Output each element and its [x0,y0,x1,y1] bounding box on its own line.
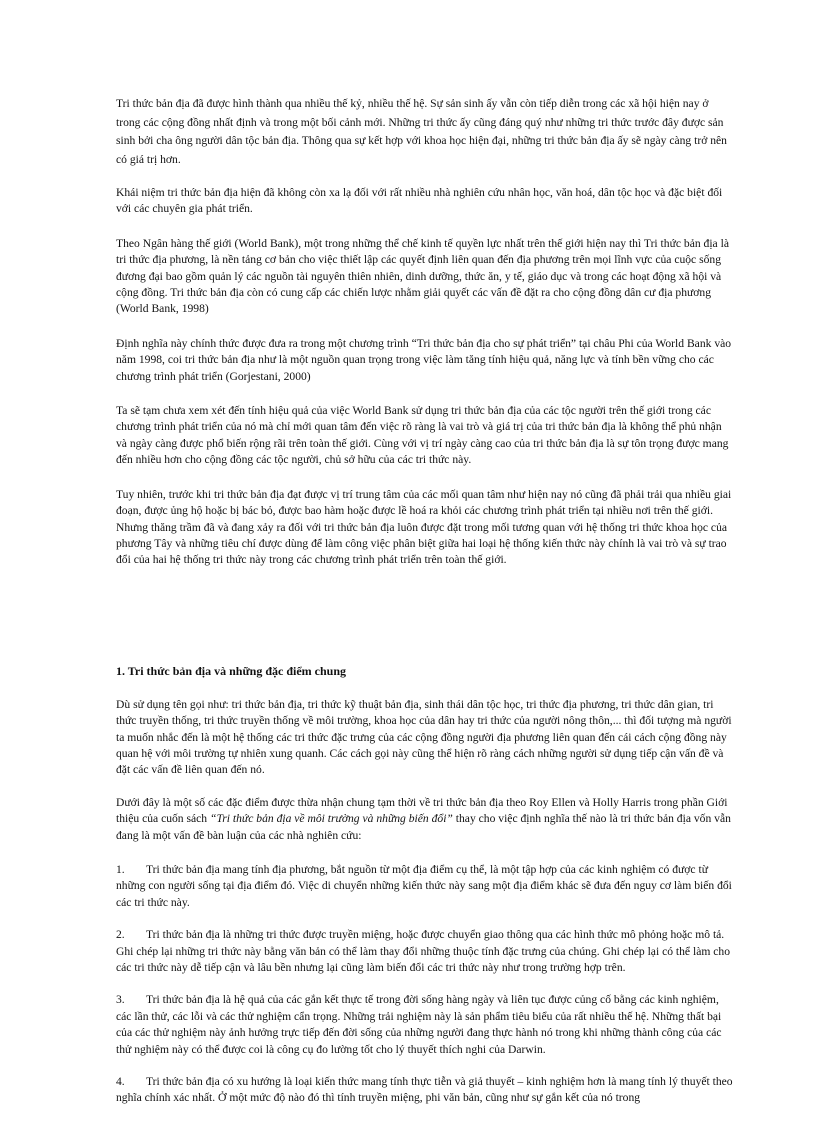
definition-paragraph: Định nghĩa này chính thức được đưa ra trong một chương trình “Tri thức bản địa cho sự phát triển” tại châu Phi của World Bank vào năm 1998, coi tri thức bản địa như là một nguồn quan trọng trong việc làm tăng tính hiệu quả, năng lực và tính bền vững cho các chương trình phát triển (Gorjestani, 2000) [116,336,732,383]
ellen-text-before: Dưới đây là một số các đặc điểm được thừa nhận chung tạm thời về tri thức bản địa theo Roy Ellen và Holly Harris trong phần Giới thiệu của cuốn sách [116,795,728,826]
concept-paragraph: Khái niệm tri thức bản địa hiện đã không còn xa lạ đối với rất nhiều nhà nghiên cứu nhân học, văn hoá, dân tộc học và đặc biệt đối với các chuyên gia phát triển. [116,186,723,216]
ellen-text-after: thay cho việc định nghĩa thế nào là tri thức bản địa vốn vẫn đang là một vấn đề bàn luận của các nhà nghiên cứu: [116,812,731,842]
book-title: “Tri thức bản địa về môi trường và những biến đổi” [210,812,453,826]
list-item-text: Tri thức bản địa có xu hướng là loại kiến thức mang tính thực tiễn và giả thuyết – kinh nghiệm hơn là mang tính lý thuyết theo nghĩa chính xác nhất. Ở một mức độ nào đó thì tính truyền miệng, phi văn bản, cũng như sự gắn kết của nó trong [116,1075,733,1105]
list-item-text: Tri thức bản địa mang tính địa phương, bắt nguồn từ một địa điểm cụ thể, là một tập hợp của các kinh nghiệm có được từ những con người sống tại địa điểm đó. Việc di chuyển những kiến thức này sang một địa điểm khác sẽ đưa đến nguy cơ làm biến đổi các tri thức này. [116,862,732,909]
blank-space [116,587,734,663]
list-item-number: 4. [116,1075,125,1089]
list-item-text: Tri thức bản địa là những tri thức được truyền miệng, hoặc được chuyển giao thông qua các hình thức mô phỏng hoặc mô tả. Ghi chép lại những tri thức này bằng văn bản có thể làm thay đổi những thuộc tính đặc trưng của chúng. Ghi chép lại có thể làm cho các tri thức này dễ tiếp cận và lâu bền nhưng lại cũng làm biến đổi các tri thức này như trong trường hợp trên. [116,928,730,974]
document-page [116,95,734,1123]
ellen-harris-paragraph [116,795,734,844]
evaluation-paragraph: Ta sẽ tạm chưa xem xét đến tính hiệu quả của việc World Bank sử dụng tri thức bản địa của các tộc người trên thế giới trong các chương trình phát triển của nó mà chỉ mới quan tâm đến việc rõ ràng là vai trò và giá trị của tri thức bản địa là không thể phủ nhận và ngày càng được phổ biến rộng rãi trên toàn thế giới. Cùng với vị trí ngày càng cao của tri thức bản địa là sự tôn trọng được mang đến nhiều hơn cho cộng đồng các tộc người, chủ sở hữu của các tri thức này. [116,404,729,467]
list-item-number: 1. [116,862,125,876]
list-item [116,992,734,1058]
list-item [116,927,734,976]
list-item [116,862,734,911]
list-item-text: Tri thức bản địa là hệ quả của các gắn kết thực tế trong đời sống hàng ngày và liên tục được củng cố bằng các kinh nghiệm, các lần thử, các lỗi và các thử nghiệm cẩn trọng. Những trải nghiệm này là sản phẩm tiêu biểu của rất nhiều thế hệ. Những thất bại của các thử nghiệm này ảnh hưởng trực tiếp đến đời sống của những người đang thực hành nó trong khi những thành công của các thử nghiệm này có thể được coi là công cụ đo lường tốt cho lý thuyết thích nghi của Darwin. [116,993,722,1056]
list-item [116,1074,734,1107]
section-heading: 1. Tri thức bản địa và những đặc điểm chung [116,663,347,678]
world-bank-paragraph: Theo Ngân hàng thế giới (World Bank), một trong những thể chế kinh tế quyền lực nhất trên thế giới hiện nay thì Tri thức bản địa là tri thức địa phương, là nền tảng cơ bản cho việc thiết lập các quyết định liên quan đến địa phương trên mọi lĩnh vực của cuộc sống đương đại bao gồm quản lý các nguồn tài nguyên thiên nhiên, dinh dưỡng, thức ăn, y tế, giáo dục và trong các hoạt động xã hội và cộng đồng. Tri thức bản địa còn có cung cấp các chiến lược nhằm giải quyết các vấn đề đặt ra cho cộng đồng dân cư địa phương (World Bank, 1998) [116,236,729,316]
list-item-number: 2. [116,928,125,942]
intro-paragraph: Tri thức bản địa đã được hình thành qua nhiều thế kỷ, nhiều thế hệ. Sự sản sinh ấy vẫn còn tiếp diễn trong các xã hội hiện nay ở trong các cộng đồng nhất định và trong một bối cảnh mới. Những tri thức ấy cũng đáng quý như những tri thức trước đây được sản sinh bởi cha ông người dân tộc bản địa. Thông qua sự kết hợp với khoa học hiện đại, những tri thức bản địa ấy sẽ ngày càng trở nên có giá trị hơn. [116,97,727,166]
history-paragraph: Tuy nhiên, trước khi tri thức bản địa đạt được vị trí trung tâm của các mối quan tâm như hiện nay nó cũng đã phải trải qua nhiều giai đoạn, được ủng hộ hoặc bị bác bỏ, được bao hàm hoặc được lề hoá ra khỏi các chương trình phát triển tại nhiều nơi trên thế giới. Nhưng thăng trầm đã và đang xảy ra đối với tri thức bản địa luôn được đặt trong mối tương quan với hệ thống tri thức khoa học của phương Tây và những tiêu chí được dùng để làm công việc phân biệt giữa hai loại hệ thống kiến thức này chính là vai trò và sự trao đổi của hai hệ thống tri thức này trong các chương trình phát triển trên toàn thế giới. [116,487,732,567]
intro-block [116,95,734,169]
list-item-number: 3. [116,993,125,1007]
names-paragraph: Dù sử dụng tên gọi như: tri thức bản địa, tri thức kỹ thuật bản địa, sinh thái dân tộc học, tri thức địa phương, tri thức dân gian, tri thức truyền thống, tri thức truyền thống về môi trường, khoa học của dân hay tri thức của người nông thôn,... thì đối tượng mà người ta muốn nhắc đến là một hệ thống các tri thức đặc trưng của các cộng đồng người địa phương liên quan đến cái cách cộng đồng này quan hệ với môi trường tự nhiên xung quanh. Các cách gọi này cũng thể hiện rõ ràng cách những người sử dụng tiếp cận vấn đề và đặt các vấn đề liên quan đến nó. [116,697,732,777]
